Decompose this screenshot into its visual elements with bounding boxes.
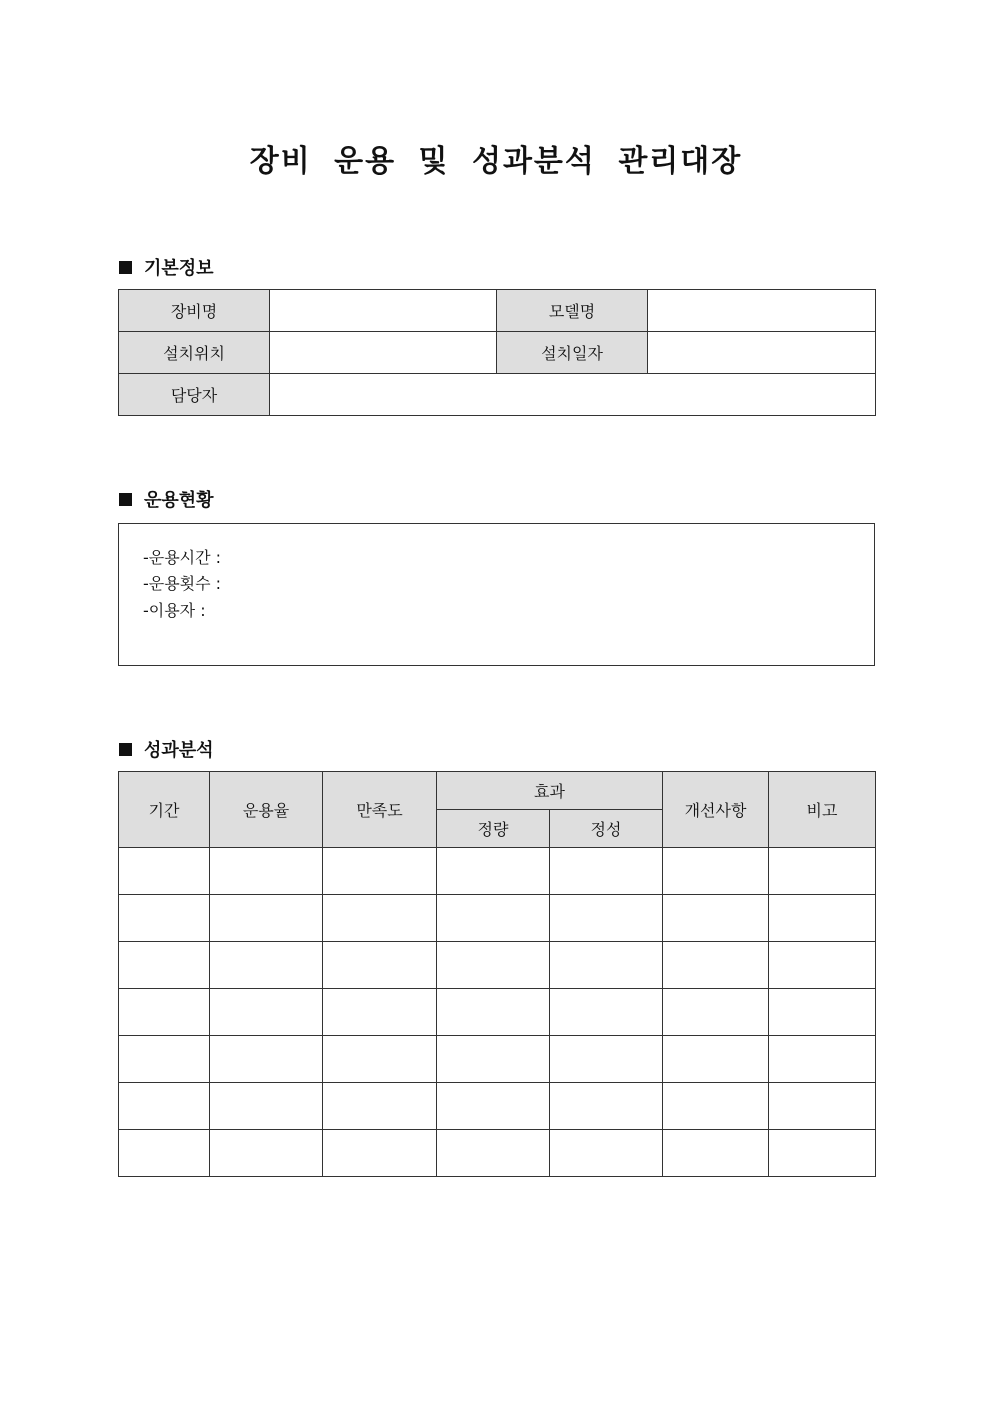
quantitative-cell[interactable] xyxy=(437,848,550,895)
usage-time-line: -운용시간 : xyxy=(143,548,222,567)
satisfaction-cell[interactable] xyxy=(323,895,437,942)
quantitative-header: 정량 xyxy=(437,810,550,848)
square-bullet-icon xyxy=(119,743,132,756)
utilization-cell[interactable] xyxy=(210,942,323,989)
improvements-cell[interactable] xyxy=(663,989,769,1036)
user-line: -이용자 : xyxy=(143,601,206,620)
qualitative-cell[interactable] xyxy=(550,1083,663,1130)
square-bullet-icon xyxy=(119,493,132,506)
table-row xyxy=(119,989,876,1036)
effect-header: 효과 xyxy=(437,772,663,810)
table-row xyxy=(119,1036,876,1083)
improvements-cell[interactable] xyxy=(663,1036,769,1083)
utilization-cell[interactable] xyxy=(210,895,323,942)
square-bullet-icon xyxy=(119,261,132,274)
usage-status-box[interactable] xyxy=(118,523,875,666)
improvements-cell[interactable] xyxy=(663,942,769,989)
satisfaction-cell[interactable] xyxy=(323,1130,437,1177)
period-header: 기간 xyxy=(119,772,210,848)
performance-table xyxy=(118,771,876,1177)
section-title: 성과분석 xyxy=(144,740,214,761)
remarks-cell[interactable] xyxy=(769,1083,876,1130)
period-cell[interactable] xyxy=(119,989,210,1036)
install-location-field[interactable] xyxy=(270,332,497,374)
period-cell[interactable] xyxy=(119,848,210,895)
table-row xyxy=(119,1130,876,1177)
improvements-cell[interactable] xyxy=(663,848,769,895)
remarks-cell[interactable] xyxy=(769,942,876,989)
section-heading-usage-status xyxy=(119,486,214,512)
table-row xyxy=(119,848,876,895)
period-cell[interactable] xyxy=(119,895,210,942)
quantitative-cell[interactable] xyxy=(437,1083,550,1130)
utilization-cell[interactable] xyxy=(210,1083,323,1130)
period-cell[interactable] xyxy=(119,1083,210,1130)
improvements-cell[interactable] xyxy=(663,1083,769,1130)
satisfaction-cell[interactable] xyxy=(323,1083,437,1130)
remarks-header: 비고 xyxy=(769,772,876,848)
satisfaction-cell[interactable] xyxy=(323,1036,437,1083)
qualitative-cell[interactable] xyxy=(550,942,663,989)
install-date-field[interactable] xyxy=(648,332,876,374)
remarks-cell[interactable] xyxy=(769,1036,876,1083)
manager-field[interactable] xyxy=(270,374,876,416)
section-title: 기본정보 xyxy=(144,258,214,279)
utilization-header: 운용율 xyxy=(210,772,323,848)
qualitative-cell[interactable] xyxy=(550,989,663,1036)
section-heading-basic-info xyxy=(119,254,214,280)
improvements-header: 개선사항 xyxy=(663,772,769,848)
quantitative-cell[interactable] xyxy=(437,942,550,989)
satisfaction-cell[interactable] xyxy=(323,942,437,989)
improvements-cell[interactable] xyxy=(663,1130,769,1177)
satisfaction-cell[interactable] xyxy=(323,848,437,895)
quantitative-cell[interactable] xyxy=(437,1130,550,1177)
improvements-cell[interactable] xyxy=(663,895,769,942)
qualitative-cell[interactable] xyxy=(550,848,663,895)
utilization-cell[interactable] xyxy=(210,848,323,895)
table-row xyxy=(119,942,876,989)
quantitative-cell[interactable] xyxy=(437,989,550,1036)
model-name-label: 모델명 xyxy=(497,290,648,332)
model-name-field[interactable] xyxy=(648,290,876,332)
manager-label: 담당자 xyxy=(119,374,270,416)
qualitative-header: 정성 xyxy=(550,810,663,848)
utilization-cell[interactable] xyxy=(210,1130,323,1177)
qualitative-cell[interactable] xyxy=(550,1036,663,1083)
utilization-cell[interactable] xyxy=(210,1036,323,1083)
remarks-cell[interactable] xyxy=(769,848,876,895)
qualitative-cell[interactable] xyxy=(550,1130,663,1177)
section-title: 운용현황 xyxy=(144,490,214,511)
qualitative-cell[interactable] xyxy=(550,895,663,942)
table-row xyxy=(119,1083,876,1130)
satisfaction-header: 만족도 xyxy=(323,772,437,848)
quantitative-cell[interactable] xyxy=(437,1036,550,1083)
period-cell[interactable] xyxy=(119,1036,210,1083)
install-date-label: 설치일자 xyxy=(497,332,648,374)
period-cell[interactable] xyxy=(119,1130,210,1177)
remarks-cell[interactable] xyxy=(769,1130,876,1177)
utilization-cell[interactable] xyxy=(210,989,323,1036)
usage-count-line: -운용횟수 : xyxy=(143,574,222,593)
satisfaction-cell[interactable] xyxy=(323,989,437,1036)
period-cell[interactable] xyxy=(119,942,210,989)
section-heading-performance xyxy=(119,736,214,762)
equipment-name-field[interactable] xyxy=(270,290,497,332)
table-row xyxy=(119,895,876,942)
remarks-cell[interactable] xyxy=(769,895,876,942)
quantitative-cell[interactable] xyxy=(437,895,550,942)
basic-info-table xyxy=(118,289,876,416)
install-location-label: 설치위치 xyxy=(119,332,270,374)
remarks-cell[interactable] xyxy=(769,989,876,1036)
equipment-name-label: 장비명 xyxy=(119,290,270,332)
page-title: 장비 운용 및 성과분석 관리대장 xyxy=(249,144,743,179)
